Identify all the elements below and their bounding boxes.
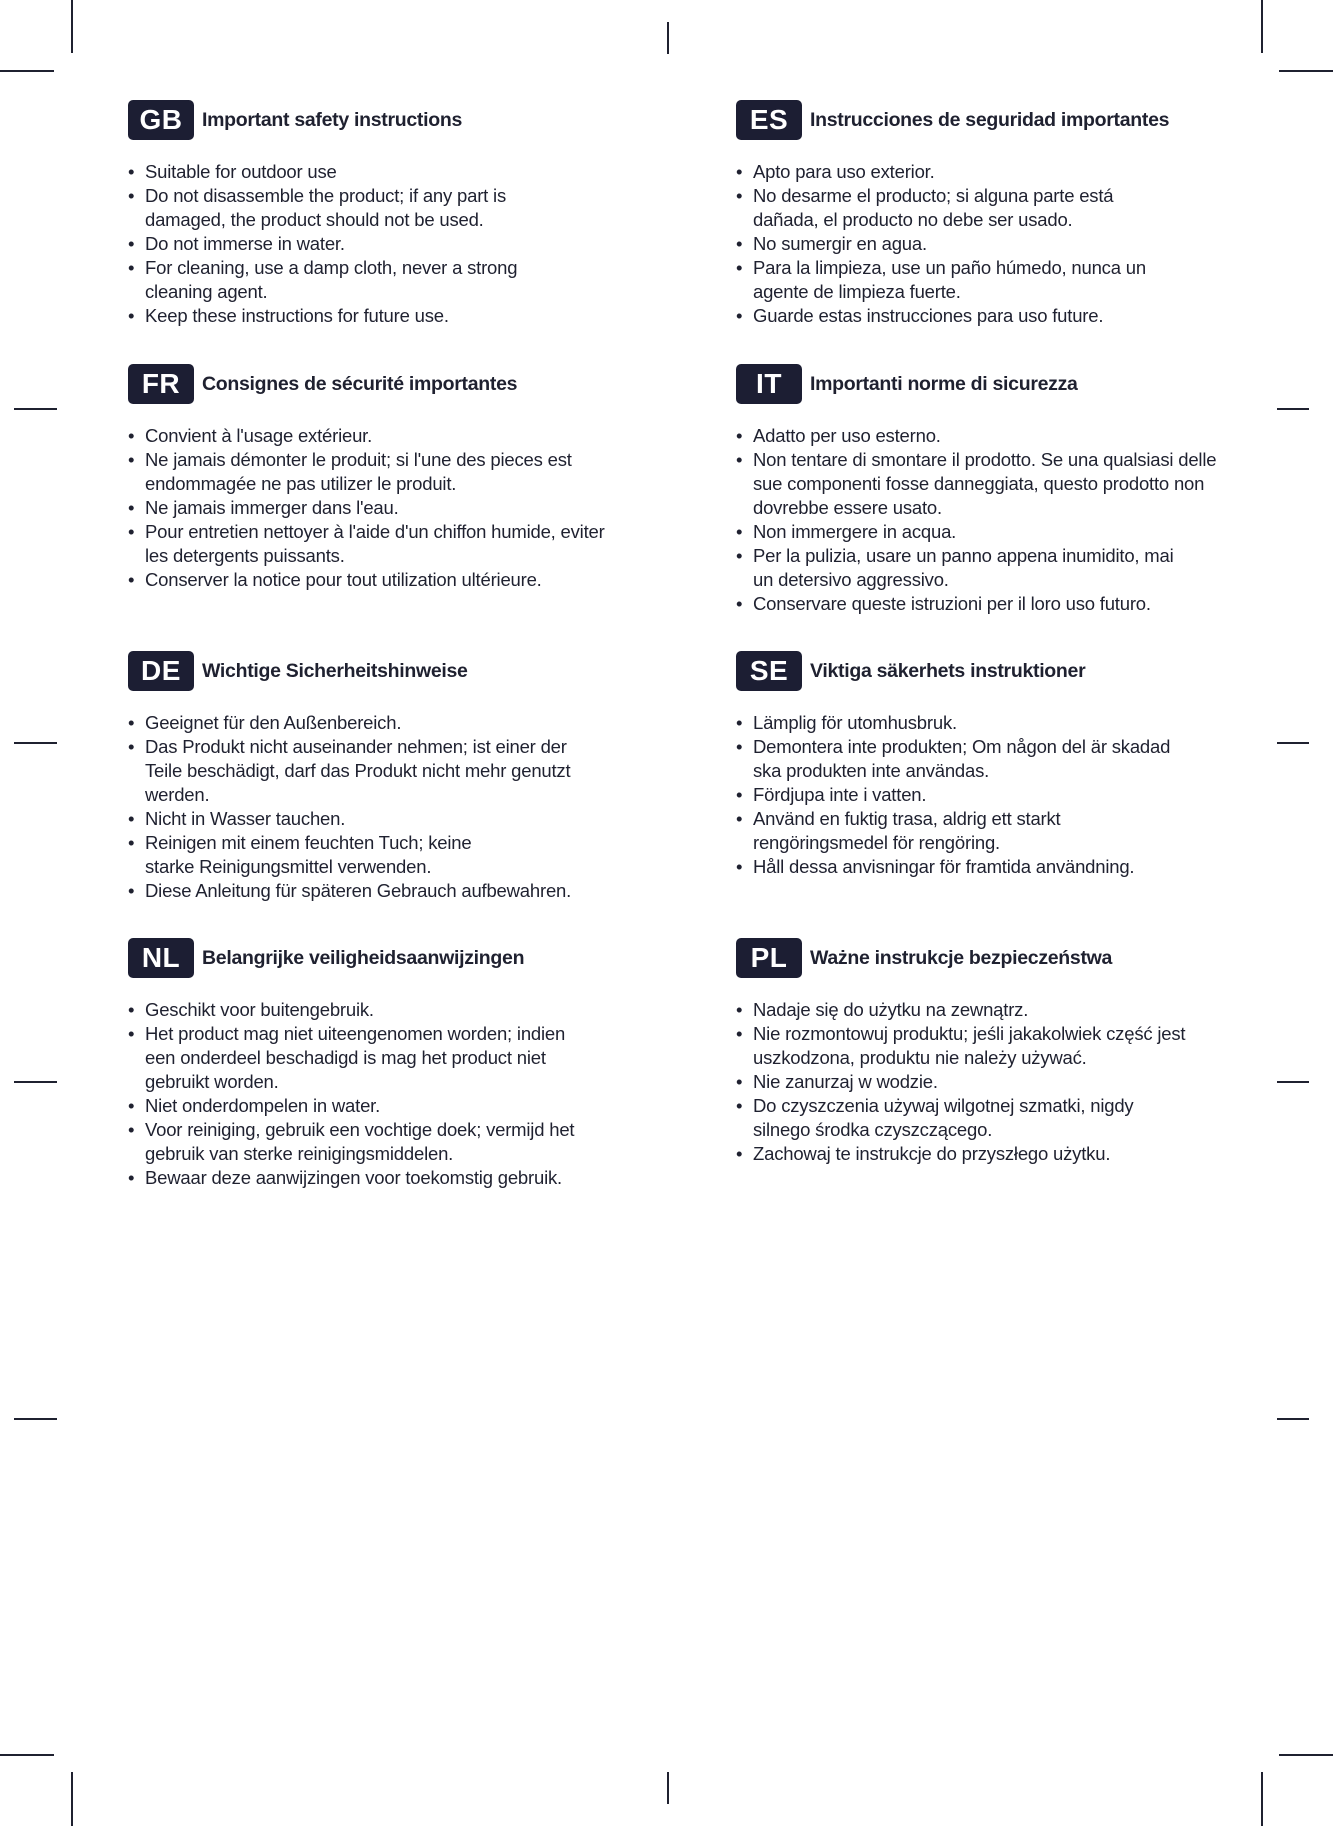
language-badge-fr: FR <box>128 364 194 404</box>
list-item: • Pour entretien nettoyer à l'aide d'un chiffon humide, eviter les detergents puissants. <box>128 520 625 568</box>
language-badge-nl: NL <box>128 938 194 978</box>
fold-mark-right-3 <box>1277 1081 1309 1083</box>
language-badge-es: ES <box>736 100 802 140</box>
list-item: • Do not immerse in water. <box>128 232 648 256</box>
fold-mark-left-1 <box>14 408 57 410</box>
list-item: • Ne jamais immerger dans l'eau. <box>128 496 648 520</box>
crop-mark-bottom-right <box>1261 1772 1263 1826</box>
list-item: • Reinigen mit einem feuchten Tuch; keine starke Reinigungsmittel verwenden. <box>128 831 525 879</box>
section-header <box>736 938 1256 978</box>
list-item: • Niet onderdompelen in water. <box>128 1094 648 1118</box>
section-de <box>128 651 648 903</box>
language-badge-se: SE <box>736 651 802 691</box>
list-item: • Geschikt voor buitengebruik. <box>128 998 648 1022</box>
instruction-list <box>736 711 1256 879</box>
section-title: Viktiga säkerhets instruktioner <box>810 659 1086 682</box>
section-title: Belangrijke veiligheidsaanwijzingen <box>202 946 525 969</box>
list-item: • Suitable for outdoor use <box>128 160 648 184</box>
language-badge-de: DE <box>128 651 194 691</box>
section-title: Instrucciones de seguridad importantes <box>810 108 1170 131</box>
section-header <box>736 100 1256 140</box>
list-item: • No desarme el producto; si alguna parte está dañada, el producto no debe ser usado. <box>736 184 1173 232</box>
section-title: Ważne instrukcje bezpieczeństwa <box>810 946 1113 969</box>
section-header <box>128 938 648 978</box>
list-item: • Convient à l'usage extérieur. <box>128 424 648 448</box>
language-badge-it: IT <box>736 364 802 404</box>
list-item: • Voor reiniging, gebruik een vochtige doek; vermijd het gebruik van sterke reinigingsmiddelen. <box>128 1118 615 1166</box>
fold-mark-right-1 <box>1277 408 1309 410</box>
list-item: • Nie zanurzaj w wodzie. <box>736 1070 1256 1094</box>
section-gb <box>128 100 648 328</box>
fold-mark-right-4 <box>1277 1418 1309 1420</box>
section-header <box>128 100 648 140</box>
fold-mark-top-center <box>667 22 669 54</box>
section-header <box>736 651 1256 691</box>
instruction-list <box>128 998 648 1190</box>
crop-mark-top-right <box>1261 0 1263 53</box>
section-nl <box>128 938 648 1190</box>
list-item: • For cleaning, use a damp cloth, never a strong cleaning agent. <box>128 256 575 304</box>
list-item: • Conservare queste istruzioni per il loro uso futuro. <box>736 592 1256 616</box>
instruction-list <box>736 160 1256 328</box>
list-item: • Non tentare di smontare il prodotto. Se una qualsiasi delle sue componenti fosse danneggiata, questo prodotto non dovrebbe essere usato. <box>736 448 1223 520</box>
fold-mark-bottom-center <box>667 1772 669 1804</box>
fold-mark-left-4 <box>14 1418 57 1420</box>
section-se <box>736 651 1256 879</box>
instruction-list <box>128 424 648 592</box>
fold-mark-left-2 <box>14 742 57 744</box>
section-title: Consignes de sécurité importantes <box>202 372 518 395</box>
language-badge-pl: PL <box>736 938 802 978</box>
section-it <box>736 364 1256 616</box>
list-item: • Per la pulizia, usare un panno appena inumidito, mai un detersivo aggressivo. <box>736 544 1193 592</box>
list-item: • Fördjupa inte i vatten. <box>736 783 1256 807</box>
section-title: Important safety instructions <box>202 108 463 131</box>
list-item: • Geeignet für den Außenbereich. <box>128 711 648 735</box>
list-item: • Het product mag niet uiteengenomen worden; indien een onderdeel beschadigd is mag het product niet gebruikt worden. <box>128 1022 575 1094</box>
list-item: • Para la limpieza, use un paño húmedo, nunca un agente de limpieza fuerte. <box>736 256 1193 304</box>
instruction-list <box>128 711 648 903</box>
list-item: • Das Produkt nicht auseinander nehmen; ist einer der Teile beschädigt, darf das Produkt nicht mehr genutzt werden. <box>128 735 595 807</box>
instruction-list <box>736 424 1256 616</box>
list-item: • Keep these instructions for future use. <box>128 304 648 328</box>
list-item: • Nadaje się do użytku na zewnątrz. <box>736 998 1256 1022</box>
list-item: • Zachowaj te instrukcje do przyszłego użytku. <box>736 1142 1256 1166</box>
crop-mark-top-left <box>71 0 73 53</box>
instruction-list <box>736 998 1256 1166</box>
crop-mark-bottom-left <box>71 1772 73 1826</box>
section-header <box>736 364 1256 404</box>
list-item: • Diese Anleitung für späteren Gebrauch aufbewahren. <box>128 879 648 903</box>
fold-mark-left-3 <box>14 1081 57 1083</box>
list-item: • Nie rozmontowuj produktu; jeśli jakakolwiek część jest uszkodzona, produktu nie należy używać. <box>736 1022 1223 1070</box>
crop-mark-top-right-h <box>1279 70 1333 72</box>
list-item: • Demontera inte produkten; Om någon del är skadad ska produkten inte användas. <box>736 735 1173 783</box>
fold-mark-right-2 <box>1277 742 1309 744</box>
crop-mark-top-left-h <box>0 70 54 72</box>
crop-mark-bottom-right-h <box>1279 1754 1333 1756</box>
instruction-list <box>128 160 648 328</box>
list-item: • Nicht in Wasser tauchen. <box>128 807 648 831</box>
list-item: • Ne jamais démonter le produit; si l'une des pieces est endommagée ne pas utilizer le produit. <box>128 448 605 496</box>
section-title: Importanti norme di sicurezza <box>810 372 1078 395</box>
list-item: • Lämplig för utomhusbruk. <box>736 711 1256 735</box>
section-fr <box>128 364 648 592</box>
section-pl <box>736 938 1256 1166</box>
section-es <box>736 100 1256 328</box>
list-item: • Guarde estas instrucciones para uso future. <box>736 304 1256 328</box>
crop-mark-bottom-left-h <box>0 1754 54 1756</box>
list-item: • Apto para uso exterior. <box>736 160 1256 184</box>
language-badge-gb: GB <box>128 100 194 140</box>
list-item: • Non immergere in acqua. <box>736 520 1256 544</box>
list-item: • Använd en fuktig trasa, aldrig ett starkt rengöringsmedel för rengöring. <box>736 807 1153 855</box>
section-title: Wichtige Sicherheitshinweise <box>202 659 468 682</box>
list-item: • Conserver la notice pour tout utilization ultérieure. <box>128 568 648 592</box>
list-item: • Håll dessa anvisningar för framtida användning. <box>736 855 1256 879</box>
section-header <box>128 364 648 404</box>
section-header <box>128 651 648 691</box>
list-item: • Adatto per uso esterno. <box>736 424 1256 448</box>
list-item: • Do not disassemble the product; if any part is damaged, the product should not be used. <box>128 184 565 232</box>
list-item: • No sumergir en agua. <box>736 232 1256 256</box>
list-item: • Do czyszczenia używaj wilgotnej szmatki, nigdy silnego środka czyszczącego. <box>736 1094 1183 1142</box>
list-item: • Bewaar deze aanwijzingen voor toekomstig gebruik. <box>128 1166 648 1190</box>
